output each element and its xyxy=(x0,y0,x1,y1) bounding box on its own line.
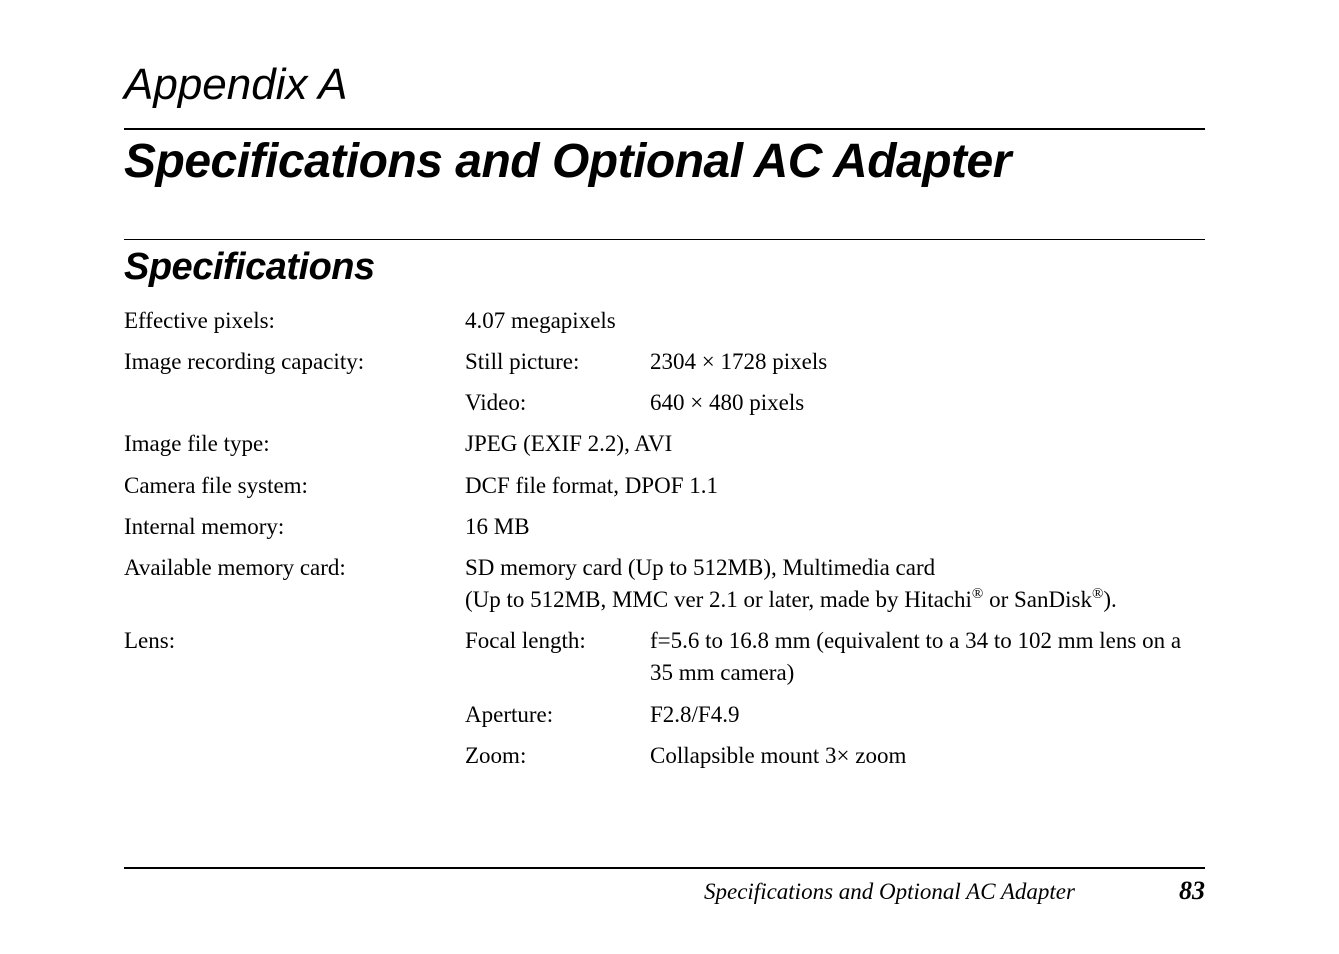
spec-label: Camera file system: xyxy=(124,473,308,498)
registered-mark: ® xyxy=(971,586,984,602)
spec-sublabel-aperture: Aperture: xyxy=(465,702,554,727)
spec-row-effective-pixels xyxy=(124,305,1205,337)
spec-row-lens xyxy=(124,625,1205,689)
spec-label: Lens: xyxy=(124,628,176,653)
spec-subvalue-focal-length: f=5.6 to 16.8 mm (equivalent to a 34 to 102 mm lens on a 35 mm camera) xyxy=(650,628,1182,685)
registered-mark: ® xyxy=(1091,586,1104,602)
spec-value: JPEG (EXIF 2.2), AVI xyxy=(465,431,673,456)
spec-sublabel-focal-length: Focal length: xyxy=(465,628,586,653)
footer-rule xyxy=(124,867,1205,869)
section-rule xyxy=(124,239,1205,240)
spec-sublabel-video: Video: xyxy=(465,390,527,415)
spec-value: 4.07 megapixels xyxy=(465,308,616,333)
spec-row-available-memory-card xyxy=(124,552,1205,616)
memory-card-text-a: (Up to 512MB, MMC ver 2.1 or later, made by Hitachi xyxy=(465,587,972,612)
header-rule xyxy=(124,128,1205,130)
spec-label: Available memory card: xyxy=(124,555,346,580)
chapter-title: Specifications and Optional AC Adapter xyxy=(124,135,1011,188)
memory-card-line-2 xyxy=(465,584,1205,616)
memory-card-text-c: ). xyxy=(1103,587,1117,612)
memory-card-line-1: SD memory card (Up to 512MB), Multimedia card xyxy=(465,555,936,580)
spec-row-video xyxy=(124,387,1205,419)
appendix-label: Appendix A xyxy=(124,60,348,109)
spec-row-internal-memory xyxy=(124,511,1205,543)
spec-row-aperture xyxy=(124,699,1205,731)
spec-sublabel-zoom: Zoom: xyxy=(465,743,527,768)
spec-value: 16 MB xyxy=(465,514,530,539)
spec-row-camera-file-system xyxy=(124,470,1205,502)
section-title: Specifications xyxy=(124,246,375,288)
footer-title: Specifications and Optional AC Adapter xyxy=(704,879,1075,904)
spec-subvalue-aperture: F2.8/F4.9 xyxy=(650,702,740,727)
spec-label: Image recording capacity: xyxy=(124,349,365,374)
memory-card-text-b: or SanDisk xyxy=(983,587,1092,612)
spec-subvalue-video: 640 × 480 pixels xyxy=(650,390,805,415)
spec-value: DCF file format, DPOF 1.1 xyxy=(465,473,718,498)
spec-row-zoom xyxy=(124,740,1205,772)
page-number: 83 xyxy=(1179,876,1205,905)
spec-value-memory-card xyxy=(465,552,1205,616)
spec-subvalue-still: 2304 × 1728 pixels xyxy=(650,349,828,374)
spec-row-image-file-type xyxy=(124,428,1205,460)
spec-label: Image file type: xyxy=(124,431,270,456)
spec-sublabel-still: Still picture: xyxy=(465,349,580,374)
spec-subvalue-zoom: Collapsible mount 3× zoom xyxy=(650,743,907,768)
spec-label: Internal memory: xyxy=(124,514,285,539)
spec-row-image-recording-capacity xyxy=(124,346,1205,378)
spec-label: Effective pixels: xyxy=(124,308,275,333)
